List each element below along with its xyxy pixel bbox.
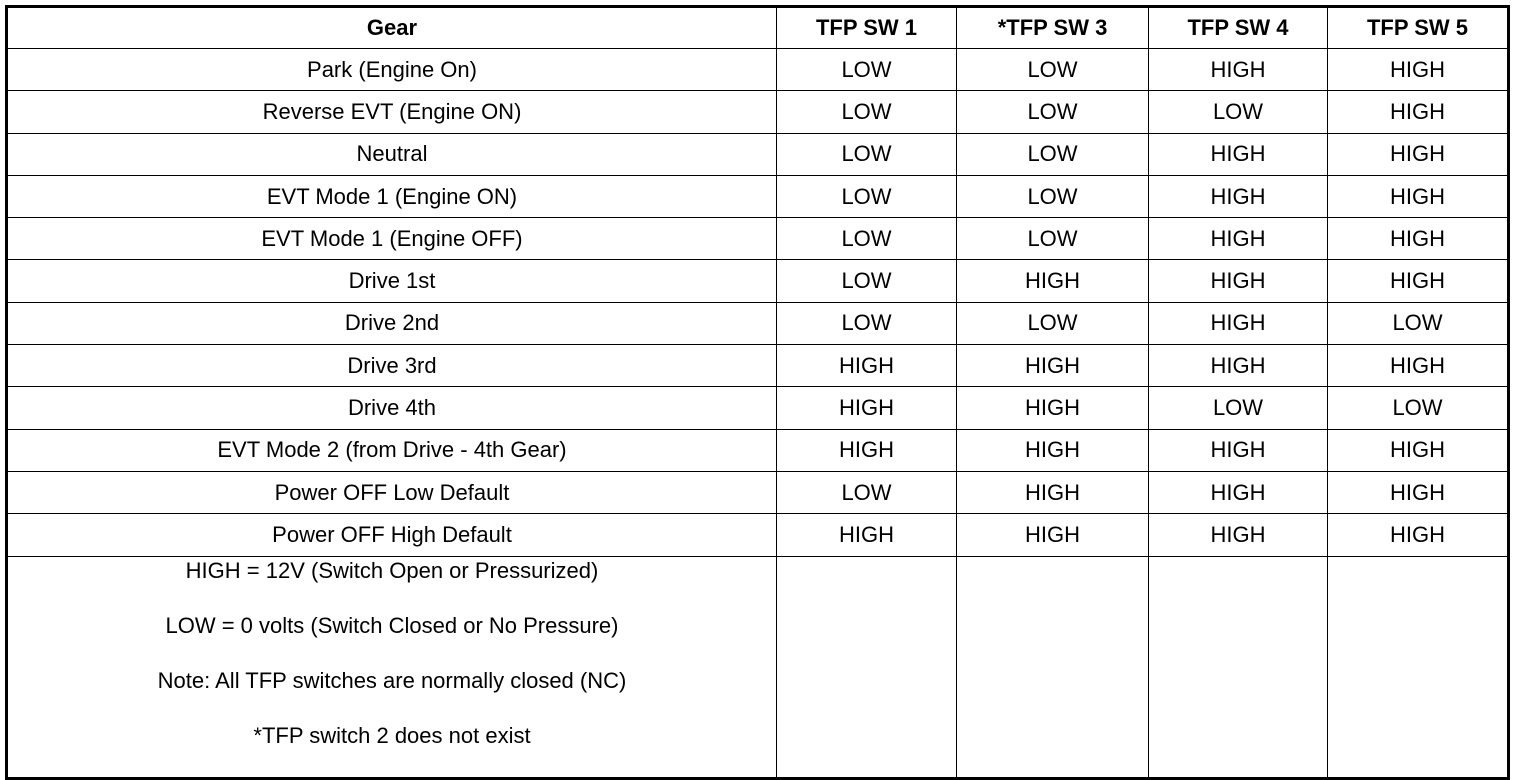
tfp-sw-4-cell: HIGH	[1149, 429, 1328, 471]
tfp-sw-5-cell: HIGH	[1328, 514, 1509, 556]
tfp-sw-3-cell: LOW	[957, 302, 1149, 344]
tfp-sw-1-cell: LOW	[777, 49, 957, 91]
tfp-sw-3-cell: HIGH	[957, 471, 1149, 513]
tfp-sw-4-cell: HIGH	[1149, 471, 1328, 513]
tfp-sw-1-cell: LOW	[777, 91, 957, 133]
gear-cell: Drive 4th	[7, 387, 777, 429]
tfp-sw-3-cell: LOW	[957, 175, 1149, 217]
tfp-sw-4-cell: LOW	[1149, 91, 1328, 133]
legend-notes-cell	[7, 556, 777, 778]
tfp-sw-1-cell: LOW	[777, 218, 957, 260]
tfp-sw-1-cell: HIGH	[777, 514, 957, 556]
tfp-sw-1-cell: HIGH	[777, 429, 957, 471]
table-row	[7, 91, 1509, 133]
gear-cell: Drive 1st	[7, 260, 777, 302]
tfp-switch-table	[5, 5, 1510, 780]
table-row	[7, 387, 1509, 429]
table-row	[7, 133, 1509, 175]
tfp-sw-1-cell: LOW	[777, 133, 957, 175]
table-row	[7, 260, 1509, 302]
tfp-sw-5-cell: HIGH	[1328, 91, 1509, 133]
empty-cell	[957, 556, 1149, 778]
table-row	[7, 471, 1509, 513]
table-row	[7, 429, 1509, 471]
tfp-sw-3-cell: LOW	[957, 49, 1149, 91]
tfp-sw-3-cell: LOW	[957, 218, 1149, 260]
notes-row	[7, 556, 1509, 778]
tfp-sw-1-cell: LOW	[777, 175, 957, 217]
gear-cell: EVT Mode 2 (from Drive - 4th Gear)	[7, 429, 777, 471]
empty-cell	[777, 556, 957, 778]
table-row	[7, 345, 1509, 387]
normally-closed-note: Note: All TFP switches are normally closed (NC)	[157, 667, 627, 693]
header-tfp-sw-1: TFP SW 1	[777, 7, 957, 49]
table-row	[7, 218, 1509, 260]
table-row	[7, 49, 1509, 91]
tfp-sw-5-cell: HIGH	[1328, 429, 1509, 471]
table-row	[7, 175, 1509, 217]
tfp-sw-3-cell: HIGH	[957, 429, 1149, 471]
tfp-sw-3-cell: LOW	[957, 133, 1149, 175]
tfp-sw-5-cell: HIGH	[1328, 175, 1509, 217]
tfp-sw-3-cell: HIGH	[957, 260, 1149, 302]
gear-cell: Reverse EVT (Engine ON)	[7, 91, 777, 133]
tfp-sw-3-cell: HIGH	[957, 387, 1149, 429]
table-row	[7, 514, 1509, 556]
header-tfp-sw-3: *TFP SW 3	[957, 7, 1149, 49]
tfp-sw-5-cell: LOW	[1328, 302, 1509, 344]
gear-cell: Drive 3rd	[7, 345, 777, 387]
tfp-sw-5-cell: HIGH	[1328, 345, 1509, 387]
gear-cell: Drive 2nd	[7, 302, 777, 344]
header-tfp-sw-4: TFP SW 4	[1149, 7, 1328, 49]
tfp-sw-1-cell: LOW	[777, 302, 957, 344]
tfp-sw-4-cell: HIGH	[1149, 260, 1328, 302]
tfp-sw-3-cell: LOW	[957, 91, 1149, 133]
gear-cell: EVT Mode 1 (Engine OFF)	[7, 218, 777, 260]
tfp-sw-5-cell: HIGH	[1328, 471, 1509, 513]
tfp-sw-1-cell: LOW	[777, 471, 957, 513]
header-tfp-sw-5: TFP SW 5	[1328, 7, 1509, 49]
tfp-sw-5-cell: HIGH	[1328, 218, 1509, 260]
tfp-sw-3-cell: HIGH	[957, 514, 1149, 556]
tfp-sw-5-cell: LOW	[1328, 387, 1509, 429]
header-gear: Gear	[7, 7, 777, 49]
gear-cell: Park (Engine On)	[7, 49, 777, 91]
gear-cell: Power OFF High Default	[7, 514, 777, 556]
table-row	[7, 302, 1509, 344]
gear-cell: Power OFF Low Default	[7, 471, 777, 513]
tfp-sw-4-cell: HIGH	[1149, 514, 1328, 556]
tfp-sw-5-cell: HIGH	[1328, 49, 1509, 91]
switch-2-footnote: *TFP switch 2 does not exist	[253, 722, 531, 748]
tfp-sw-4-cell: LOW	[1149, 387, 1328, 429]
tfp-sw-4-cell: HIGH	[1149, 218, 1328, 260]
tfp-sw-1-cell: HIGH	[777, 345, 957, 387]
legend-high-note: HIGH = 12V (Switch Open or Pressurized)	[185, 557, 599, 583]
gear-cell: Neutral	[7, 133, 777, 175]
tfp-sw-4-cell: HIGH	[1149, 133, 1328, 175]
legend-low-note: LOW = 0 volts (Switch Closed or No Pressure)	[165, 612, 619, 638]
tfp-sw-1-cell: LOW	[777, 260, 957, 302]
tfp-sw-5-cell: HIGH	[1328, 260, 1509, 302]
tfp-sw-3-cell: HIGH	[957, 345, 1149, 387]
tfp-sw-4-cell: HIGH	[1149, 345, 1328, 387]
tfp-sw-4-cell: HIGH	[1149, 175, 1328, 217]
gear-cell: EVT Mode 1 (Engine ON)	[7, 175, 777, 217]
empty-cell	[1328, 556, 1509, 778]
tfp-sw-4-cell: HIGH	[1149, 302, 1328, 344]
tfp-sw-5-cell: HIGH	[1328, 133, 1509, 175]
header-row	[7, 7, 1509, 49]
tfp-sw-1-cell: HIGH	[777, 387, 957, 429]
tfp-sw-4-cell: HIGH	[1149, 49, 1328, 91]
empty-cell	[1149, 556, 1328, 778]
